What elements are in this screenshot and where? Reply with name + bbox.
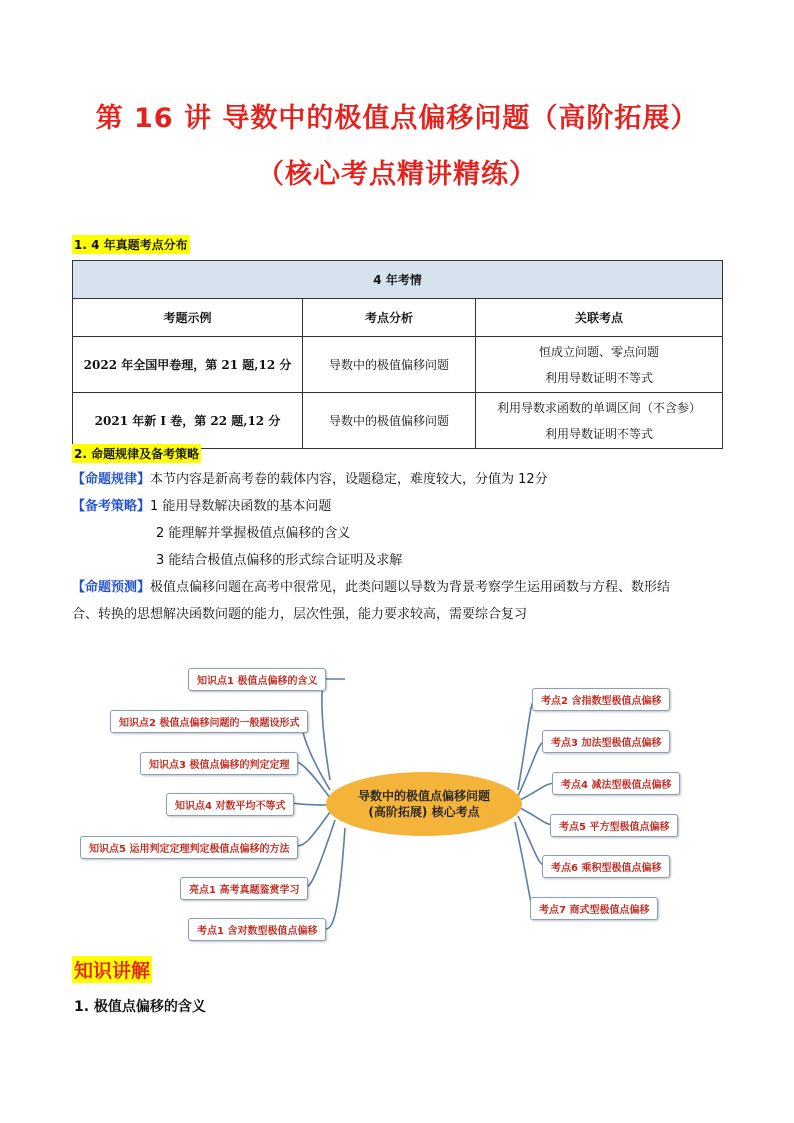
related-item: 利用导数证明不等式 — [544, 426, 653, 441]
mindmap-node: 知识点5 运用判定定理判定极值点偏移的方法 — [80, 836, 298, 859]
related-item: 利用导数证明不等式 — [544, 370, 653, 385]
mindmap-node: 考点1 含对数型极值点偏移 — [188, 918, 326, 941]
column-header: 考点分析 — [303, 299, 476, 337]
mindmap-node: 知识点3 极值点偏移的判定定理 — [140, 752, 298, 775]
title-line2: （核心考点精讲精练） — [257, 159, 537, 190]
forecast-line1: 极值点偏移问题在高考中很常见，此类问题以导数为背景考察学生运用函数与方程、数形结 — [150, 580, 671, 595]
subsection-heading: 1. 极值点偏移的含义 — [74, 999, 206, 1015]
column-header: 关联考点 — [476, 299, 723, 337]
title-line1: 第 16 讲 导数中的极值点偏移问题（高阶拓展） — [95, 103, 699, 134]
section1-heading: 1. 4 年真题考点分布 — [72, 235, 190, 254]
section3-heading: 知识讲解 — [72, 956, 152, 983]
section2-heading: 2. 命题规律及备考策略 — [72, 444, 201, 463]
strategy-item: 2 能理解并掌握极值点偏移的含义 — [156, 526, 351, 541]
forecast-line2: 合、转换的思想解决函数问题的能力，层次性强，能力要求较高，需要综合复习 — [72, 607, 528, 622]
strategy-item: 3 能结合极值点偏移的形式综合证明及求解 — [156, 553, 403, 568]
mindmap-node: 知识点2 极值点偏移问题的一般题设形式 — [110, 710, 308, 733]
related-item: 恒成立问题、零点问题 — [538, 344, 659, 359]
table-cell-example: 2022 年全国甲卷理，第 21 题,12 分 — [73, 337, 303, 393]
center-label: 导数中的极值点偏移问题 — [357, 789, 490, 803]
strategy-item: 1 能用导数解决函数的基本问题 — [150, 499, 332, 514]
mindmap-node: 考点4 减法型极值点偏移 — [552, 772, 680, 795]
mindmap-node: 考点3 加法型极值点偏移 — [542, 730, 670, 753]
strategy-tag: 【备考策略】 — [72, 499, 151, 514]
mindmap-node: 考点5 平方型极值点偏移 — [550, 814, 678, 837]
table-cell-analysis: 导数中的极值偏移问题 — [303, 393, 476, 449]
mindmap-node: 考点6 乘积型极值点偏移 — [542, 855, 670, 878]
rule-tag: 【命题规律】 — [72, 472, 151, 487]
forecast-tag: 【命题预测】 — [72, 580, 151, 595]
mindmap-node: 知识点4 对数平均不等式 — [166, 793, 294, 816]
mindmap-node: 考点7 商式型极值点偏移 — [530, 897, 658, 920]
column-header: 考题示例 — [73, 299, 303, 337]
mindmap-center — [326, 772, 522, 836]
mindmap-node: 考点2 含指数型极值点偏移 — [532, 688, 670, 711]
table-cell-analysis: 导数中的极值偏移问题 — [303, 337, 476, 393]
rule-text: 本节内容是新高考卷的载体内容，设题稳定，难度较大，分值为 12分 — [150, 472, 548, 487]
center-label: (高阶拓展) 核心考点 — [368, 805, 480, 819]
table-cell-example: 2021 年新 I 卷，第 22 题,12 分 — [73, 393, 303, 449]
related-item: 利用导数求函数的单调区间（不含参） — [496, 400, 701, 415]
mindmap-node: 知识点1 极值点偏移的含义 — [188, 668, 326, 691]
table-header: 4 年考情 — [73, 261, 723, 299]
mindmap-node: 亮点1 高考真题鉴赏学习 — [180, 877, 308, 900]
